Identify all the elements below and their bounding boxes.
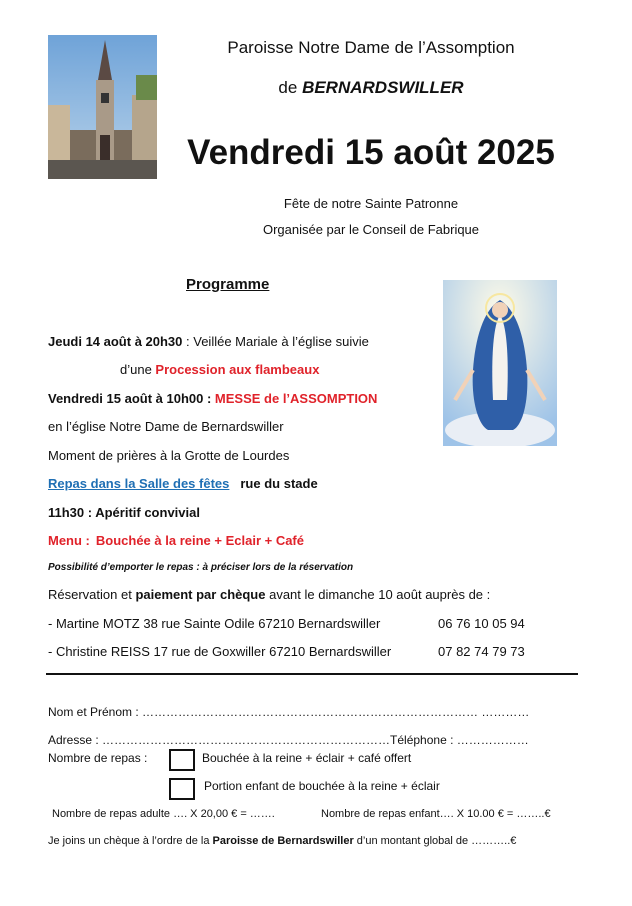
programme-line-grotto: Moment de prières à la Grotte de Lourdes [48, 448, 290, 463]
town-name: BERNARDSWILLER [302, 78, 464, 97]
divider [46, 673, 578, 675]
programme-line-church: en l’église Notre Dame de Bernardswiller [48, 419, 284, 434]
programme-line-aperitif: 11h30 : Apéritif convivial [48, 505, 200, 520]
programme-line-menu: Menu : Bouchée à la reine + Eclair + Café [48, 533, 304, 548]
virgin-mary-image [443, 280, 557, 446]
contact-motz: - Martine MOTZ 38 rue Sainte Odile 67210 Bernardswiller [48, 616, 381, 631]
programme-line-meal: Repas dans la Salle des fêtes rue du stade [48, 476, 318, 491]
child-meal-checkbox[interactable] [169, 778, 195, 800]
adult-meal-option: Bouchée à la reine + éclair + café offert [202, 751, 412, 765]
subtitle-feast: Fête de notre Sainte Patronne [283, 196, 459, 211]
meal-count-label: Nombre de repas : [48, 751, 148, 765]
parish-town: de BERNARDSWILLER [278, 78, 464, 97]
reservation-line: Réservation et paiement par chèque avant le dimanche 10 août auprès de : [48, 587, 491, 602]
contact-reiss: - Christine REISS 17 rue de Goxwiller 67210 Bernardswiller [48, 644, 392, 659]
subtitle-organizer: Organisée par le Conseil de Fabrique [262, 222, 480, 237]
programme-heading: Programme [186, 276, 270, 293]
child-count-line[interactable]: Nombre de repas enfant…. X 10.00 € = ……..€ [321, 808, 551, 820]
programme-line-vigil: Jeudi 14 août à 20h30 : Veillée Mariale à l’église suivie [48, 334, 369, 349]
address-phone-field[interactable]: Adresse : ………………………………………………………………Téléphone : ……………… [48, 733, 529, 747]
parish-name: Paroisse Notre Dame de l’Assomption [227, 38, 515, 57]
cheque-line: Je joins un chèque à l’ordre de la Paroisse de Bernardswiller d’un montant global de ………..€ [48, 835, 517, 847]
programme-line-procession: d’une Procession aux flambeaux [120, 362, 320, 377]
programme-line-mass: Vendredi 15 août à 10h00 : MESSE de l’ASSOMPTION [48, 391, 378, 406]
meal-location-link[interactable]: Repas dans la Salle des fêtes [48, 476, 230, 491]
name-field[interactable]: Nom et Prénom : ………………………………………………………………………… ………… [48, 705, 530, 719]
adult-count-line[interactable]: Nombre de repas adulte …. X 20,00 € = ……. [52, 808, 275, 820]
contact-reiss-phone: 07 82 74 79 73 [438, 644, 525, 659]
takeaway-note: Possibilité d’emporter le repas : à préciser lors de la réservation [48, 562, 354, 573]
contact-motz-phone: 06 76 10 05 94 [438, 616, 525, 631]
event-date-title: Vendredi 15 août 2025 [187, 133, 555, 172]
adult-meal-checkbox[interactable] [169, 749, 195, 771]
child-meal-option: Portion enfant de bouchée à la reine + éclair [204, 779, 440, 793]
